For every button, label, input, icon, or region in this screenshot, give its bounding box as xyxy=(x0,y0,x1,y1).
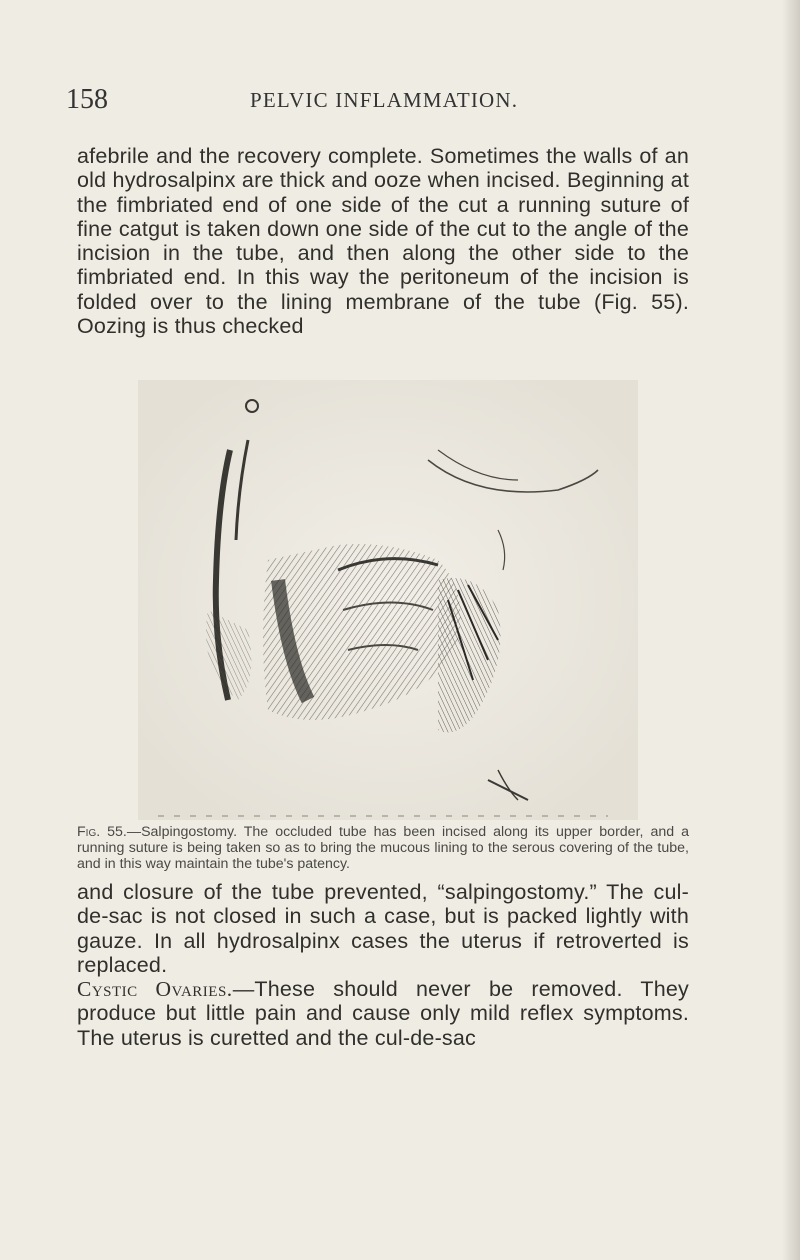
page-edge-shadow xyxy=(782,0,800,1260)
section-heading-cystic-ovaries: Cystic Ovaries. xyxy=(77,977,233,1002)
running-head: PELVIC INFLAMMATION. xyxy=(250,88,519,112)
figure-label: Fig. 55. xyxy=(77,824,127,840)
figure-illustration xyxy=(138,380,638,820)
paragraph-1: afebrile and the recovery complete. Sometimes the walls of an old hydrosalpinx are thick and ooze when incised. Beginning at the fimbriated end of one side of the cut a running suture of fine catgut is taken down one side of the cut to the angle of the incision in the tube, and then along the other side to the fimbriated end. In this way the peritoneum of the incision is folded over to the lining membrane of the tube (Fig. 55). Oozing is thus checked xyxy=(77,144,689,339)
figure-caption-text: —Salpingostomy. The occluded tube has been incised along its upper border, and a running suture is being taken so as to bring the mucous lining to the serous covering of the tube, and in this way maintain the tube's patency. xyxy=(77,824,689,872)
page-number: 158 xyxy=(66,84,108,115)
paragraph-2: and closure of the tube prevented, “salpingostomy.” The cul-de-sac is not closed in such a case, but is packed lightly with gauze. In all hydrosalpinx cases the uterus if retroverted is replaced. xyxy=(77,880,689,977)
salpingostomy-illustration xyxy=(138,380,638,820)
paragraph-2-block xyxy=(77,880,689,1050)
paragraph-3: —These should never be removed. They produce but little pain and cause only mild reflex symptoms. The uterus is curetted and the cul-de-sac xyxy=(77,977,690,1050)
figure-caption xyxy=(77,825,689,872)
